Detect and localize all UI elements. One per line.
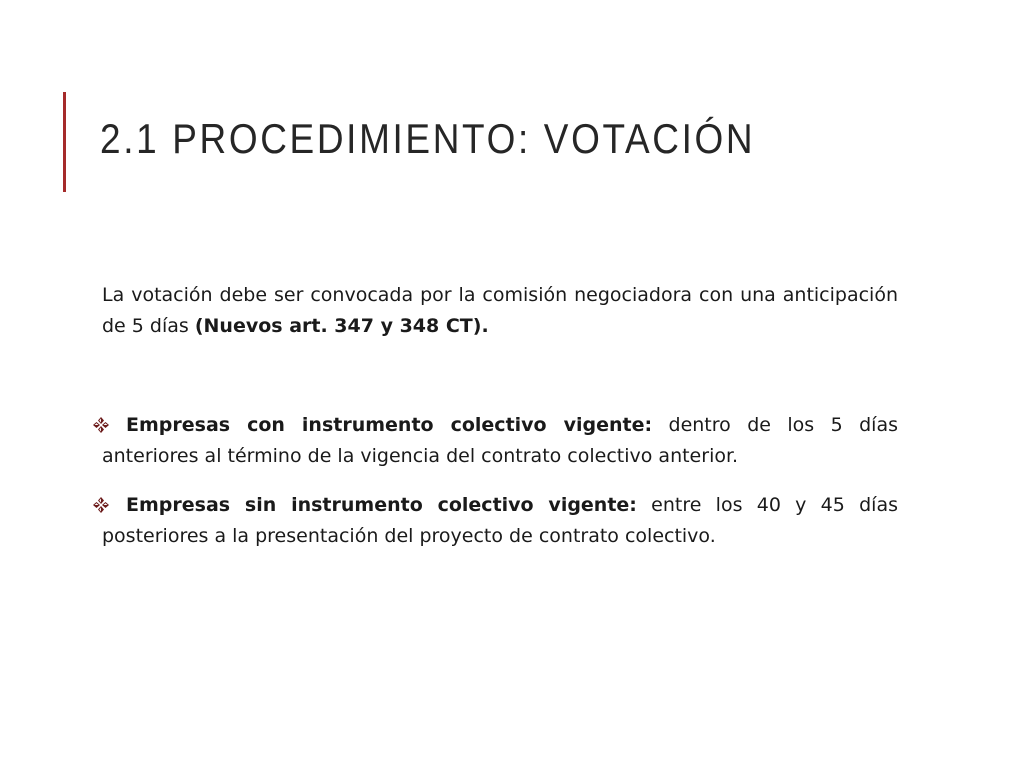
bullet-heading: Empresas con instrumento colectivo vigente:: [126, 414, 653, 436]
bullet-item: [102, 410, 898, 472]
slide-title: 2.1 PROCEDIMIENTO: VOTACIÓN: [100, 115, 756, 162]
diamond-bullet-icon: [92, 496, 110, 514]
bullet-item: [102, 490, 898, 552]
diamond-bullet-icon: [92, 416, 110, 434]
bullet-text: [102, 490, 898, 552]
intro-text: La votación debe ser convocada por la comisión negociadora con una anticipación de 5 días: [102, 284, 898, 337]
intro-paragraph: [102, 280, 898, 342]
bullet-list: [102, 410, 898, 570]
bullet-body: dentro de los 5 días anteriores al término de la vigencia del contrato colectivo anterior.: [102, 414, 899, 467]
intro-bold-reference: (Nuevos art. 347 y 348 CT).: [194, 315, 489, 337]
bullet-body: entre los 40 y 45 días posteriores a la presentación del proyecto de contrato colectivo.: [102, 494, 898, 547]
bullet-heading: Empresas sin instrumento colectivo vigente:: [126, 494, 637, 516]
title-accent-bar: [63, 92, 66, 192]
bullet-text: [102, 410, 898, 472]
